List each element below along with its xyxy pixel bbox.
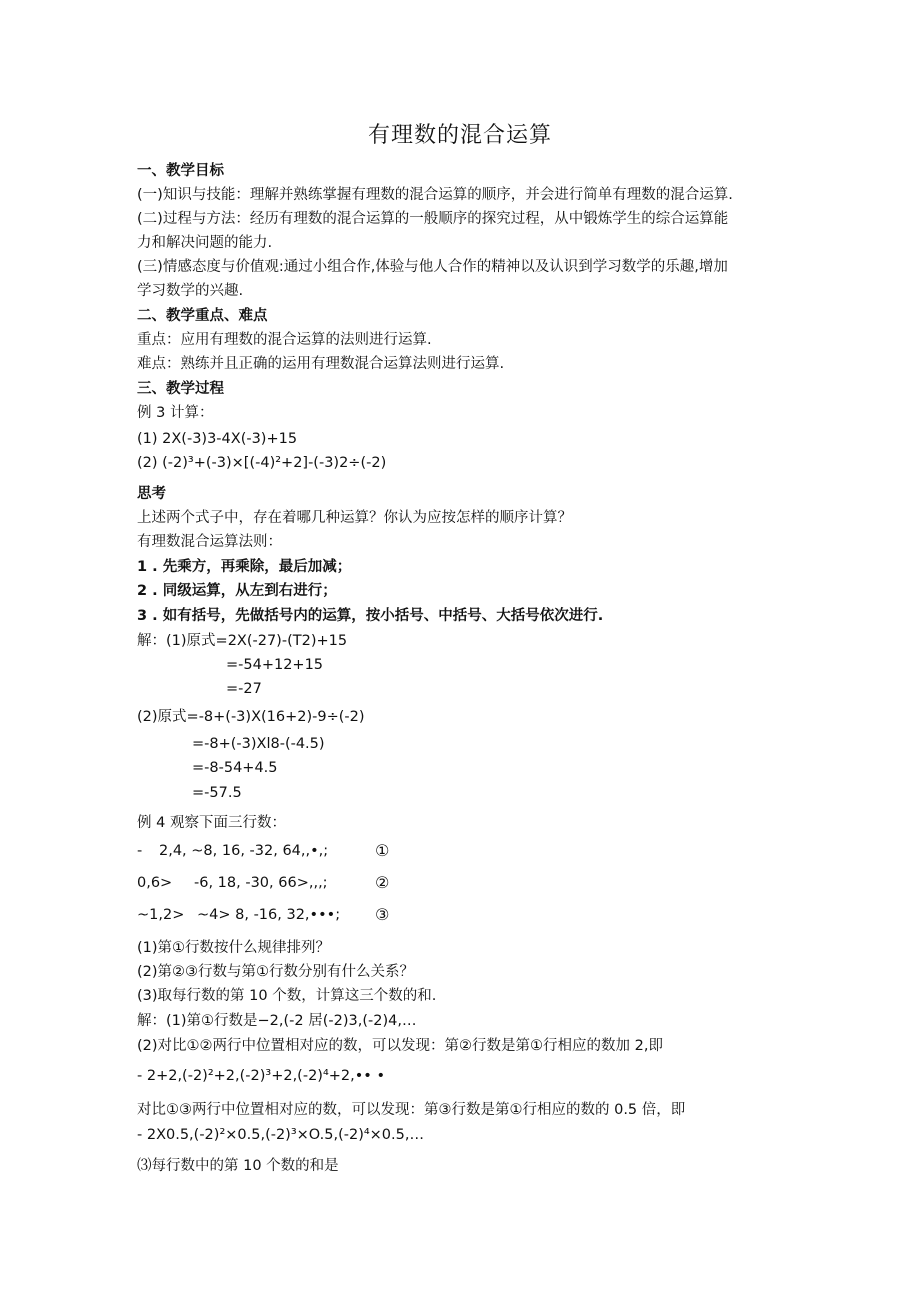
text-line: 有理数混合运算法则： bbox=[137, 534, 282, 550]
text-line: (一)知识与技能：理解并熟练掌握有理数的混合运算的顺序，并会进行简单有理数的混合运算. bbox=[137, 187, 733, 203]
example-4-label: 例 4 观察下面三行数： bbox=[137, 815, 286, 831]
section-heading-objectives: 一、教学目标 bbox=[137, 163, 224, 179]
solution-line: (2)原式=-8+(-3)X(16+2)-9÷(-2) bbox=[137, 709, 365, 725]
question-2: (2)第②③行数与第①行数分别有什么关系？ bbox=[137, 964, 415, 980]
solution-line: =-27 bbox=[226, 681, 262, 697]
section-heading-process: 三、教学过程 bbox=[137, 381, 224, 397]
expression-1: (1) 2X(-3)3-4X(-3)+15 bbox=[137, 431, 298, 447]
rule-1: 1 . 先乘方，再乘除，最后加减； bbox=[137, 559, 352, 575]
text-line: 重点：应用有理数的混合运算的法则进行运算. bbox=[137, 332, 432, 348]
solution-line: 解：(1)原式=2X(-27)-(T2)+15 bbox=[137, 633, 348, 649]
solution-line: =-8-54+4.5 bbox=[192, 760, 278, 776]
answer-line: (2)对比①②两行中位置相对应的数，可以发现：第②行数是第①行相应的数加 2,即 bbox=[137, 1038, 663, 1054]
sequence-row-3-prefix: ~1,2> bbox=[137, 907, 185, 923]
expression-2: (2) (-2)³+(-3)×[(-4)²+2]-(-3)2÷(-2) bbox=[137, 455, 387, 471]
sequence-row-3: ~4> 8, -16, 32,•••; bbox=[197, 907, 341, 923]
text-line: 难点：熟练并且正确的运用有理数混合运算法则进行运算. bbox=[137, 356, 505, 372]
think-heading: 思考 bbox=[137, 486, 166, 502]
example-3-label: 例 3 计算： bbox=[137, 405, 214, 421]
text-line: 上述两个式子中，存在着哪几种运算？你认为应按怎样的顺序计算？ bbox=[137, 510, 572, 526]
sequence-row-2: -6, 18, -30, 66>,,,; bbox=[194, 875, 328, 891]
text-line: (三)情感态度与价值观:通过小组合作,体验与他人合作的精神以及认识到学习数学的乐趣,增加 bbox=[137, 259, 728, 275]
row-marker-1: ① bbox=[375, 841, 390, 860]
text-line: 力和解决问题的能力. bbox=[137, 235, 273, 251]
row-marker-2: ② bbox=[375, 873, 390, 892]
question-1: (1)第①行数按什么规律排列？ bbox=[137, 940, 331, 956]
answer-line: 解：(1)第①行数是−2,(-2 居(-2)3,(-2)4,… bbox=[137, 1013, 417, 1029]
question-3: (3)取每行数的第 10 个数，计算这三个数的和. bbox=[137, 988, 437, 1004]
answer-line: ⑶每行数中的第 10 个数的和是 bbox=[137, 1158, 339, 1174]
sequence-row-1: 2,4, ~8, 16, -32, 64,,•,; bbox=[159, 843, 329, 859]
text-line: 学习数学的兴趣. bbox=[137, 283, 244, 299]
section-heading-keypoints: 二、教学重点、难点 bbox=[137, 308, 268, 324]
solution-line: =-8+(-3)Xl8-(-4.5) bbox=[192, 736, 325, 752]
answer-line: - 2X0.5,(-2)²×0.5,(-2)³×O.5,(-2)⁴×0.5,… bbox=[137, 1127, 424, 1143]
sequence-row-2-prefix: 0,6> bbox=[137, 875, 173, 891]
row-marker-3: ③ bbox=[375, 905, 390, 924]
answer-line: 对比①③两行中位置相对应的数，可以发现：第③行数是第①行相应的数的 0.5 倍，即 bbox=[137, 1102, 686, 1118]
rule-3: 3 . 如有括号，先做括号内的运算，按小括号、中括号、大括号依次进行. bbox=[137, 608, 604, 624]
solution-line: =-54+12+15 bbox=[226, 657, 324, 673]
solution-line: =-57.5 bbox=[192, 785, 242, 801]
sequence-row-1-prefix: - bbox=[137, 843, 143, 859]
text-line: (二)过程与方法：经历有理数的混合运算的一般顺序的探究过程，从中锻炼学生的综合运算能 bbox=[137, 211, 729, 227]
rule-2: 2 . 同级运算，从左到右进行； bbox=[137, 583, 337, 599]
answer-line: - 2+2,(-2)²+2,(-2)³+2,(-2)⁴+2,•• • bbox=[137, 1068, 386, 1084]
page-title: 有理数的混合运算 bbox=[367, 123, 552, 148]
